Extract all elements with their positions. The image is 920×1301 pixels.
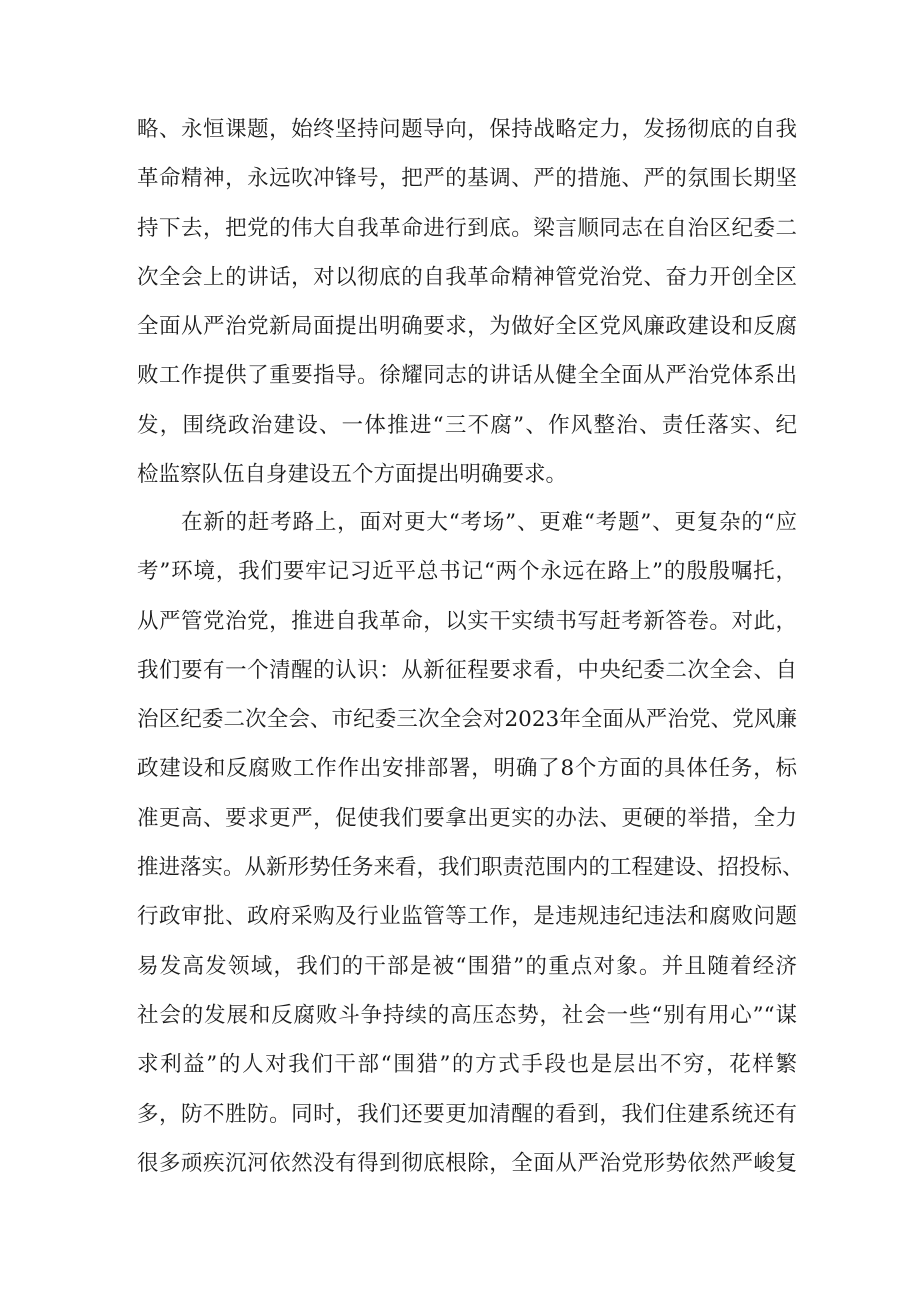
paragraph-line: 社会的发展和反腐败斗争持续的高压态势，社会一些“别有用心”“谋	[137, 1002, 797, 1028]
paragraph-2	[137, 498, 804, 1188]
paragraph-line: 我们要有一个清醒的认识：从新征程要求看，中央纪委二次全会、自	[137, 657, 797, 683]
paragraph-line: 略、永恒课题，始终坚持问题导向，保持战略定力，发扬彻底的自我	[137, 117, 797, 142]
paragraph-line: 很多顽疾沉河依然没有得到彻底根除，全面从严治党形势依然严峻复	[137, 1150, 797, 1176]
paragraph-line: 持下去，把党的伟大自我革命进行到底。梁言顺同志在自治区纪委二	[137, 215, 797, 241]
paragraph-1	[137, 105, 797, 499]
paragraph-line: 次全会上的讲话，对以彻底的自我革命精神管党治党、奋力开创全区	[137, 264, 797, 290]
paragraph-line: 检监察队伍自身建设五个方面提出明确要求。	[137, 462, 568, 488]
paragraph-line: 发，围绕政治建设、一体推进“三不腐”、作风整治、责任落实、纪	[137, 412, 797, 438]
paragraph-line: 败工作提供了重要指导。徐耀同志的讲话从健全全面从严治党体系出	[137, 363, 797, 389]
paragraph-line: 政建设和反腐败工作作出安排部署，明确了8个方面的具体任务，标	[137, 756, 797, 782]
paragraph-line: 多，防不胜防。同时，我们还要更加清醒的看到，我们住建系统还有	[137, 1101, 797, 1127]
paragraph-line: 准更高、要求更严，促使我们要拿出更实的办法、更硬的举措，全力	[137, 805, 797, 831]
paragraph-line: 在新的赶考路上，面对更大“考场”、更难“考题”、更复杂的“应	[181, 510, 797, 535]
paragraph-line: 求利益”的人对我们干部“围猎”的方式手段也是层出不穷，花样繁	[137, 1052, 797, 1078]
paragraph-line: 革命精神，永远吹冲锋号，把严的基调、严的措施、严的氛围长期坚	[137, 166, 797, 192]
paragraph-line: 易发高发领域，我们的干部是被“围猎”的重点对象。并且随着经济	[137, 953, 797, 979]
paragraph-line: 全面从严治党新局面提出明确要求，为做好全区党风廉政建设和反腐	[137, 314, 797, 340]
paragraph-line: 行政审批、政府采购及行业监管等工作，是违规违纪违法和腐败问题	[137, 904, 797, 930]
paragraph-line: 从严管党治党，推进自我革命，以实干实绩书写赶考新答卷。对此，	[137, 608, 797, 634]
paragraph-line: 推进落实。从新形势任务来看，我们职责范围内的工程建设、招投标、	[137, 855, 804, 881]
paragraph-line: 考”环境，我们要牢记习近平总书记“两个永远在路上”的殷殷嘱托，	[137, 559, 797, 585]
paragraph-line: 治区纪委二次全会、市纪委三次全会对2023年全面从严治党、党风廉	[137, 707, 797, 733]
